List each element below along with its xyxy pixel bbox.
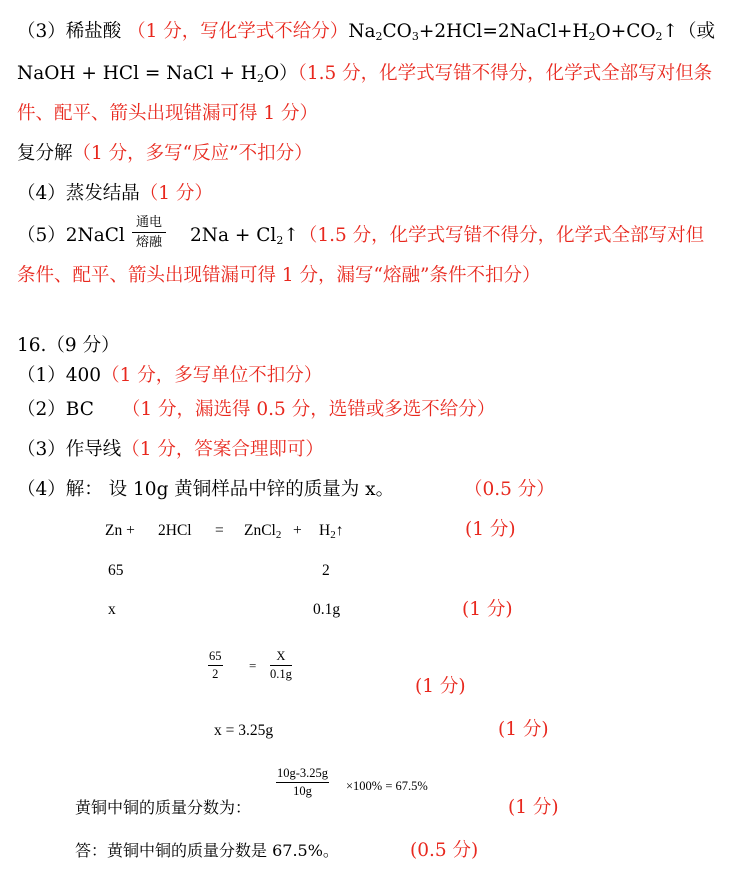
copper-frac-num: 10g-3.25g [276,766,329,783]
part3-line3: 件、配平、箭头出现错漏可得 1 分） [17,103,319,124]
calc-equation-mark: (1 分) [465,519,516,540]
part3-mark: （1 分，写化学式不给分） [127,21,349,42]
q16-answer2-mark: （1 分，漏选得 0.5 分，选错或多选不给分） [121,399,496,420]
copper-frac-tail: ×100% = 67.5% [346,779,428,793]
ratio-mark: (1 分) [415,676,466,697]
calc-var-x: x [108,601,116,618]
ratio-fraction-1 [208,649,223,682]
condition-molten: 熔融 [136,235,163,250]
q16-answer4-mark: （0.5 分） [464,479,555,500]
ratio-den1: 2 [212,667,219,681]
q16-answer1-mark: （1 分，多写单位不扣分） [101,365,323,386]
part5-mark-line1: （1.5 分，化学式写错不得分，化学式全部写对但 [298,225,705,246]
reaction-type-mark: （1 分，多写“反应”不扣分） [72,143,313,164]
q16-answer1: （1）400（1 分，多写单位不扣分） [17,365,323,386]
x-result: x = 3.25g [214,722,274,739]
ratio-equals: = [249,658,257,673]
part3-label: （3）稀盐酸 [17,21,128,42]
calc-mass-h2: 2 [322,562,330,579]
x-result-mark: (1 分) [498,719,549,740]
calc-zn: Zn + [105,522,135,539]
part3-alt-mark: （1.5 分，化学式写错不得分，化学式全部写对但条 [297,63,713,84]
reaction-type-line [17,142,313,166]
part5-mark-line2: 条件、配平、箭头出现错漏可得 1 分，漏写“熔融”条件不扣分） [17,265,541,286]
calc-plus: + [293,522,302,539]
part5-products-line [190,224,704,248]
final-answer-mark: (0.5 分) [410,840,479,861]
final-answer: 答：黄铜中铜的质量分数是 67.5%。 [75,841,339,860]
part4-mark: （1 分） [139,183,213,204]
q16-answer3-mark: （1 分，答案合理即可） [121,439,324,460]
part3-equation: $Na_2CO_3+2HCl=2NaCl+H_2O+CO_2↑$（或 [348,21,716,43]
part3-line2 [17,62,712,86]
copper-mark: (1 分) [508,797,559,818]
part3-line1 [17,20,715,44]
copper-label: 黄铜中铜的质量分数为： [75,798,252,817]
condition-electrolysis: 通电 [132,215,166,233]
reaction-condition [132,215,166,251]
reaction-type: 复分解 [17,143,73,164]
calc-hcl: 2HCl [158,522,192,539]
ratio-fraction-2 [270,649,292,682]
part4-line [17,182,213,206]
calc-var-h2: 0.1g [313,601,341,618]
ratio-den2: 0.1g [270,667,292,681]
copper-frac-den: 10g [293,784,312,798]
calc-zncl2: ZnCl$_2$ [244,522,282,541]
calc-mass-zn: 65 [108,562,124,579]
part3-alt-equation: NaOH + HCl = NaCl + $H_2O$） [17,63,298,85]
ratio-num1: 65 [208,649,223,666]
q16-answer2: （2）BC （1 分，漏选得 0.5 分，选错或多选不给分） [17,399,496,420]
q16-title: 16.（9 分） [17,335,120,356]
q16-answer4: （4）解： 设 10g 黄铜样品中锌的质量为 x。 [17,479,395,500]
ratio-num2: X [270,649,292,666]
part5-reactant: （5）2NaCl [17,225,125,246]
part4-label: （4）蒸发结晶 [17,183,140,204]
part5-products: $2Na + Cl_2↑$ [190,225,299,247]
calc-h2: $H_2↑$ [319,522,344,541]
copper-fraction [276,766,329,799]
calc-equals: = [215,522,224,539]
q16-answer3: （3）作导线（1 分，答案合理即可） [17,439,324,460]
calc-values-mark: (1 分) [462,599,513,620]
